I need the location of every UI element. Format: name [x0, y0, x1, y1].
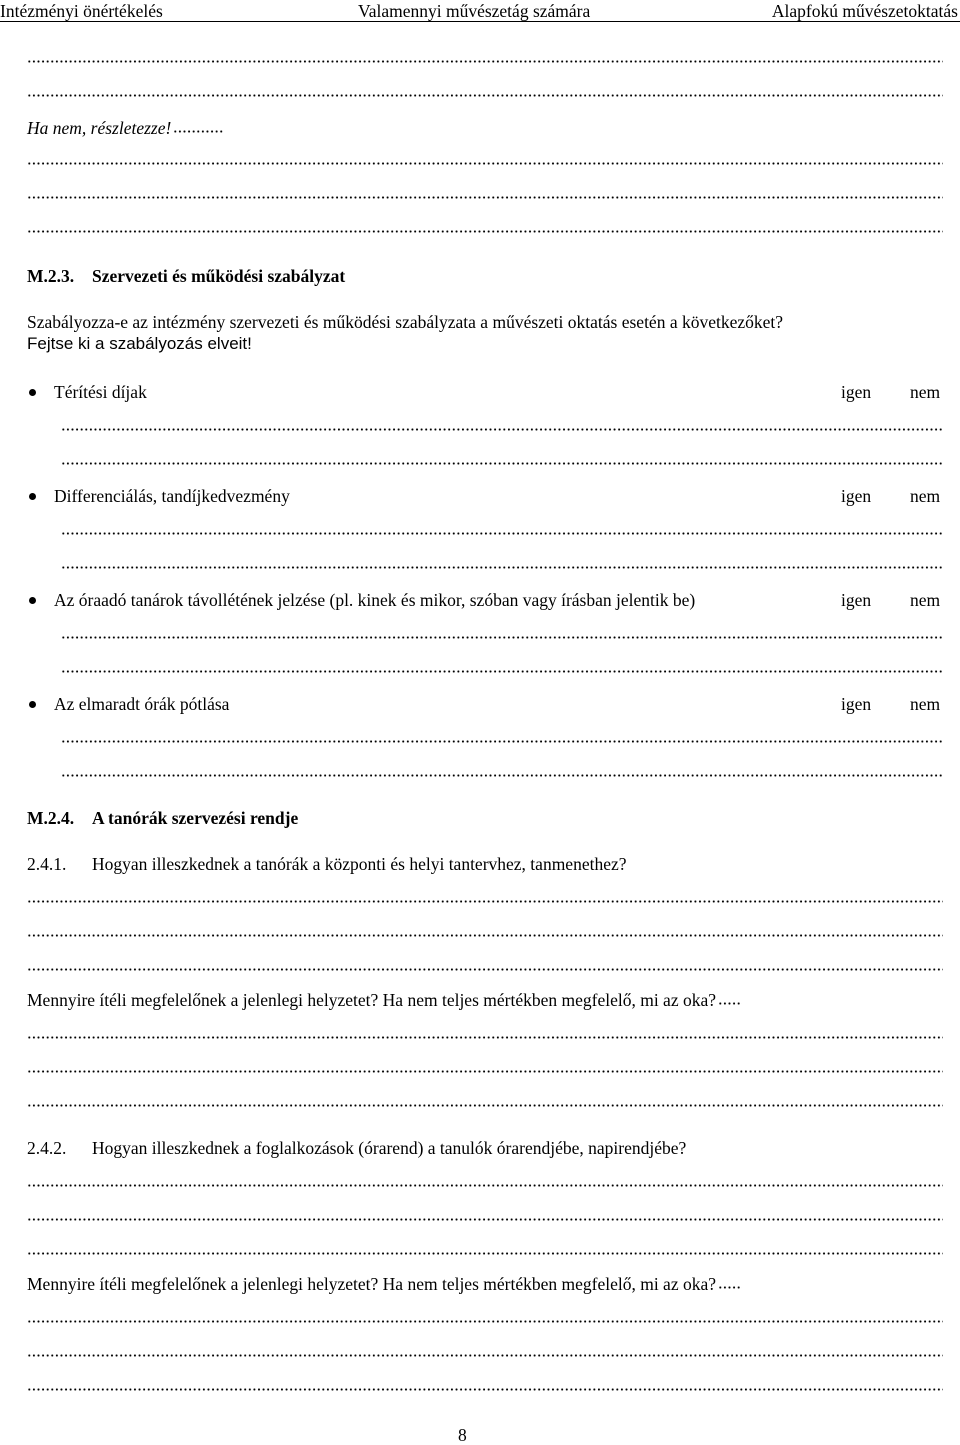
- yes-option[interactable]: igen: [841, 694, 872, 714]
- answer-line[interactable]: [718, 1284, 742, 1290]
- answer-line[interactable]: [27, 58, 943, 64]
- section-title: A tanórák szervezési rendje: [92, 808, 299, 828]
- section-title: Szervezeti és működési szabályzat: [92, 266, 346, 286]
- question-text: Hogyan illeszkednek a tanórák a központi és helyi tantervhez, tanmenethez?: [92, 854, 627, 874]
- question-text: Hogyan illeszkednek a foglalkozások (órarend) a tanulók órarendjébe, napirendjébe?: [92, 1138, 687, 1158]
- answer-line[interactable]: [61, 426, 943, 432]
- no-option[interactable]: nem: [910, 382, 941, 402]
- answer-line[interactable]: [61, 668, 943, 674]
- answer-line[interactable]: [27, 1250, 943, 1256]
- followup-question: Mennyire ítéli megfelelőnek a jelenlegi helyzetet? Ha nem teljes mértékben megfelelő, mi az oka?: [27, 990, 742, 1010]
- yes-option[interactable]: igen: [841, 590, 872, 610]
- yes-option[interactable]: igen: [841, 486, 872, 506]
- answer-line[interactable]: [718, 1000, 742, 1006]
- answer-line[interactable]: [27, 1034, 943, 1040]
- detail-prompt: Ha nem, részletezze!: [27, 118, 223, 138]
- answer-line[interactable]: [27, 228, 943, 234]
- answer-line[interactable]: [27, 1102, 943, 1108]
- page-number: 8: [458, 1425, 467, 1445]
- bullet-icon: [29, 597, 36, 604]
- answer-line[interactable]: [27, 932, 943, 938]
- answer-line[interactable]: [61, 460, 943, 466]
- yes-option[interactable]: igen: [841, 382, 872, 402]
- followup-question: Mennyire ítéli megfelelőnek a jelenlegi helyzetet? Ha nem teljes mértékben megfelelő, mi az oka?: [27, 1274, 742, 1294]
- answer-line[interactable]: [27, 1318, 943, 1324]
- section-instruction: Fejtse ki a szabályozás elveit!: [27, 334, 252, 353]
- no-option[interactable]: nem: [910, 694, 941, 714]
- item-label: Az elmaradt órák pótlása: [54, 694, 230, 714]
- answer-line[interactable]: [61, 634, 943, 640]
- section-question: Szabályozza-e az intézmény szervezeti és működési szabályzata a művészeti oktatás esetén a következőket?: [27, 312, 784, 332]
- answer-line[interactable]: [27, 1216, 943, 1222]
- question-number: 2.4.2.: [27, 1138, 67, 1158]
- header-left: Intézményi önértékelés: [0, 1, 163, 21]
- answer-line[interactable]: [61, 738, 943, 744]
- page-header: [0, 1, 960, 22]
- answer-line[interactable]: [27, 92, 943, 98]
- bullet-icon: [29, 389, 36, 396]
- no-option[interactable]: nem: [910, 486, 941, 506]
- item-label: Differenciálás, tandíjkedvezmény: [54, 486, 290, 506]
- section-number: M.2.3.: [27, 266, 75, 286]
- bullet-icon: [29, 701, 36, 708]
- item-label: Az óraadó tanárok távollétének jelzése (pl. kinek és mikor, szóban vagy írásban jelentik be): [54, 590, 696, 610]
- answer-line[interactable]: [27, 1386, 943, 1392]
- header-right: Alapfokú művészetoktatás: [771, 1, 958, 21]
- answer-line[interactable]: [27, 898, 943, 904]
- question-number: 2.4.1.: [27, 854, 67, 874]
- answer-line[interactable]: [27, 194, 943, 200]
- answer-line[interactable]: [61, 564, 943, 570]
- section-number: M.2.4.: [27, 808, 75, 828]
- header-center: Valamennyi művészetág számára: [358, 1, 591, 21]
- answer-line[interactable]: [27, 1352, 943, 1358]
- no-option[interactable]: nem: [910, 590, 941, 610]
- bullet-icon: [29, 493, 36, 500]
- answer-line[interactable]: [61, 530, 943, 536]
- answer-line[interactable]: [27, 160, 943, 166]
- answer-line[interactable]: [27, 1182, 943, 1188]
- answer-line[interactable]: [61, 772, 943, 778]
- answer-line[interactable]: [27, 966, 943, 972]
- item-label: Térítési díjak: [54, 382, 147, 402]
- answer-line[interactable]: [27, 1068, 943, 1074]
- answer-line[interactable]: [173, 128, 223, 134]
